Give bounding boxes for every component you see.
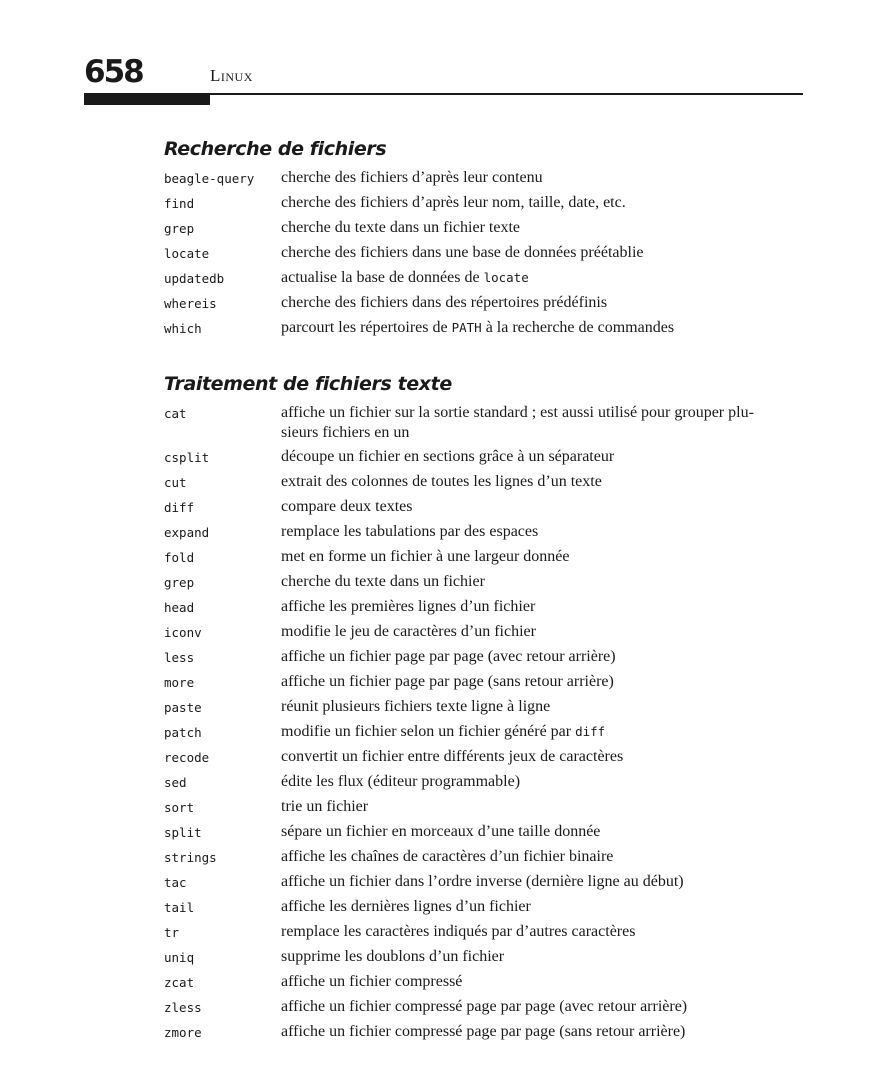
list-item (164, 772, 804, 793)
command-name: whereis (164, 296, 217, 311)
command-name: sed (164, 775, 187, 790)
command-name: zless (164, 1000, 202, 1015)
list-item (164, 747, 804, 768)
inline-code: diff (575, 724, 606, 739)
command-name: find (164, 196, 195, 211)
command-name: diff (164, 500, 195, 515)
command-description: compare deux textes (281, 498, 413, 515)
command-description: affiche un fichier page par page (avec retour arrière) (281, 648, 616, 665)
command-list (164, 403, 804, 1043)
command-description: cherche des fichiers d’après leur nom, taille, date, etc. (281, 194, 626, 211)
command-description (281, 268, 804, 288)
list-item (164, 997, 804, 1018)
description-text: parcourt les répertoires de (281, 319, 452, 336)
command-name: tail (164, 900, 195, 915)
command-name: grep (164, 221, 195, 236)
command-description: remplace les caractères indiqués par d’autres caractères (281, 923, 636, 940)
list-item (164, 403, 804, 443)
command-description: affiche un fichier compressé (281, 973, 463, 990)
running-title: Linux (210, 66, 253, 85)
list-item (164, 847, 804, 868)
command-name: iconv (164, 625, 202, 640)
command-name: fold (164, 550, 195, 565)
list-item (164, 472, 804, 493)
list-item (164, 243, 804, 264)
list-item (164, 797, 804, 818)
command-description: met en forme un fichier à une largeur donnée (281, 548, 570, 565)
command-name: which (164, 321, 202, 336)
command-description (281, 722, 804, 742)
command-description (281, 318, 804, 338)
list-item (164, 547, 804, 568)
list-item (164, 318, 804, 339)
command-name: grep (164, 575, 195, 590)
section-file-search (164, 137, 804, 343)
command-name: tr (164, 925, 180, 940)
command-name: more (164, 675, 195, 690)
command-description: affiche les chaînes de caractères d’un fichier binaire (281, 848, 614, 865)
section-text-processing (164, 372, 804, 1047)
header-bar (84, 93, 210, 105)
command-name: beagle-query (164, 171, 255, 186)
command-name: split (164, 825, 202, 840)
list-item (164, 697, 804, 718)
description-text: actualise la base de données de (281, 269, 484, 286)
command-list (164, 168, 804, 339)
list-item (164, 672, 804, 693)
command-description: supprime les doublons d’un fichier (281, 948, 505, 965)
list-item (164, 922, 804, 943)
command-description: affiche un fichier page par page (sans retour arrière) (281, 673, 614, 690)
description-text: à la recherche de commandes (481, 319, 675, 336)
command-description: affiche les premières lignes d’un fichier (281, 598, 536, 615)
list-item (164, 522, 804, 543)
command-name: expand (164, 525, 210, 540)
list-item (164, 193, 804, 214)
command-description: modifie le jeu de caractères d’un fichier (281, 623, 536, 640)
command-name: less (164, 650, 195, 665)
command-description: réunit plusieurs fichiers texte ligne à ligne (281, 698, 551, 715)
command-name: cat (164, 406, 187, 421)
list-item (164, 168, 804, 189)
list-item (164, 972, 804, 993)
page-number: 658 (84, 54, 143, 90)
description-text: modifie un fichier selon un fichier généré par (281, 723, 576, 740)
command-name: tac (164, 875, 187, 890)
command-description: affiche un fichier compressé page par page (sans retour arrière) (281, 1023, 686, 1040)
command-description: convertit un fichier entre différents jeux de caractères (281, 748, 624, 765)
command-name: sort (164, 800, 195, 815)
command-name: uniq (164, 950, 195, 965)
command-description: affiche les dernières lignes d’un fichier (281, 898, 531, 915)
description-line: sieurs fichiers en un (281, 424, 410, 441)
description-line: affiche un fichier sur la sortie standard ; est aussi utilisé pour grouper plu- (281, 404, 754, 421)
command-description: affiche un fichier dans l’ordre inverse (dernière ligne au début) (281, 873, 684, 890)
list-item (164, 293, 804, 314)
inline-code: locate (483, 270, 529, 285)
command-description: remplace les tabulations par des espaces (281, 523, 539, 540)
command-name: cut (164, 475, 187, 490)
list-item (164, 647, 804, 668)
command-name: updatedb (164, 271, 225, 286)
command-name: patch (164, 725, 202, 740)
command-name: locate (164, 246, 210, 261)
section-title: Traitement de fichiers texte (164, 373, 452, 395)
list-item (164, 218, 804, 239)
command-name: recode (164, 750, 210, 765)
command-description: édite les flux (éditeur programmable) (281, 773, 521, 790)
list-item (164, 947, 804, 968)
command-description: cherche des fichiers dans des répertoires prédéfinis (281, 294, 608, 311)
list-item (164, 268, 804, 289)
command-name: head (164, 600, 195, 615)
list-item (164, 1022, 804, 1043)
list-item (164, 722, 804, 743)
command-name: csplit (164, 450, 210, 465)
command-description: cherche des fichiers d’après leur contenu (281, 169, 543, 186)
command-name: zcat (164, 975, 195, 990)
command-description: sépare un fichier en morceaux d’une taille donnée (281, 823, 601, 840)
command-description: cherche du texte dans un fichier (281, 573, 485, 590)
list-item (164, 622, 804, 643)
command-description: cherche du texte dans un fichier texte (281, 219, 520, 236)
list-item (164, 497, 804, 518)
command-name: paste (164, 700, 202, 715)
list-item (164, 597, 804, 618)
list-item (164, 572, 804, 593)
list-item (164, 822, 804, 843)
list-item (164, 447, 804, 468)
command-description (281, 403, 804, 443)
command-name: zmore (164, 1025, 202, 1040)
command-name: strings (164, 850, 217, 865)
command-description: découpe un fichier en sections grâce à un séparateur (281, 448, 615, 465)
command-description: trie un fichier (281, 798, 369, 815)
section-title: Recherche de fichiers (164, 138, 387, 160)
command-description: cherche des fichiers dans une base de données préétablie (281, 244, 644, 261)
list-item (164, 897, 804, 918)
command-description: extrait des colonnes de toutes les lignes d’un texte (281, 473, 602, 490)
inline-code: PATH (451, 320, 482, 335)
list-item (164, 872, 804, 893)
command-description: affiche un fichier compressé page par page (avec retour arrière) (281, 998, 688, 1015)
